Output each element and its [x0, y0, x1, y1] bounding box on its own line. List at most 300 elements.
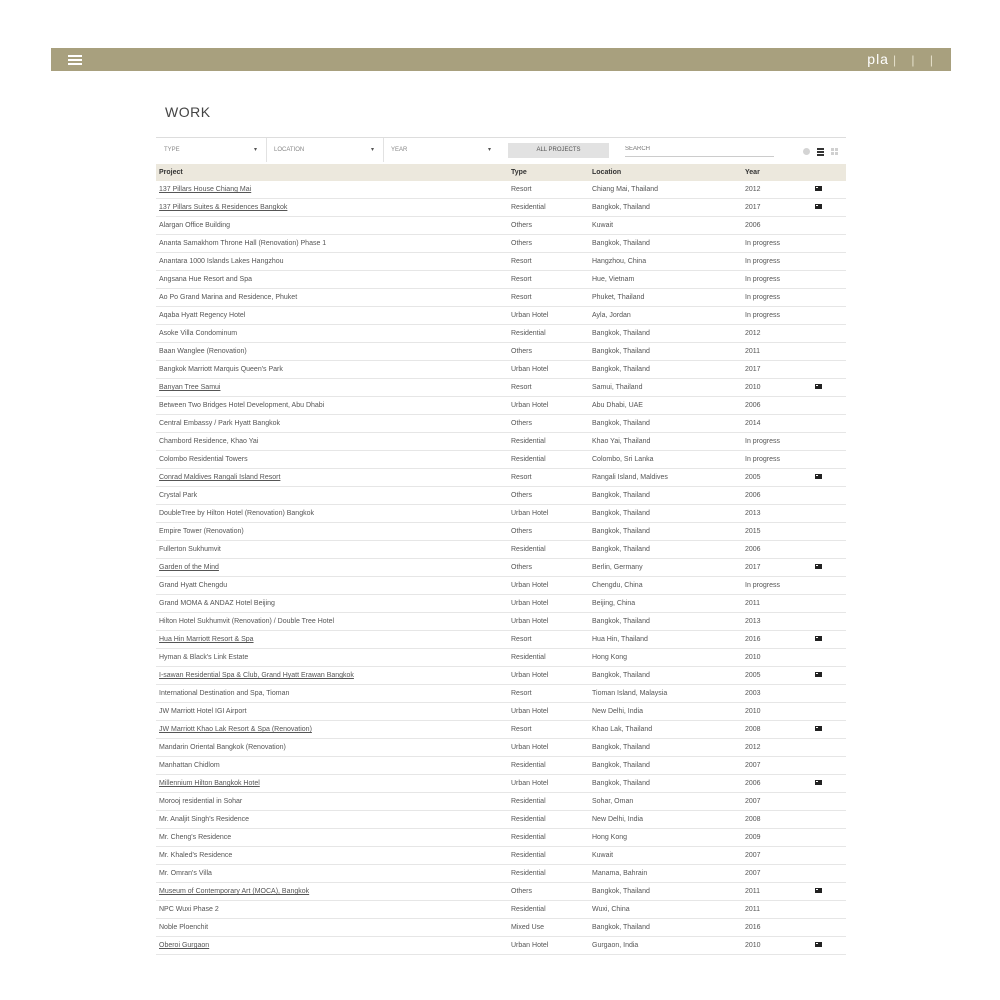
type-cell: Residential [508, 649, 589, 667]
project-cell [156, 757, 508, 775]
image-cell [812, 919, 846, 937]
project-cell [156, 919, 508, 937]
image-cell [812, 505, 846, 523]
year-cell: 2007 [742, 865, 812, 883]
table-row [156, 703, 846, 721]
location-cell: Bangkok, Thailand [589, 613, 742, 631]
project-name: Mr. Analjit Singh's Residence [159, 816, 250, 823]
project-name: Empire Tower (Renovation) [159, 528, 244, 535]
location-cell: Hangzhou, China [589, 253, 742, 271]
project-cell [156, 595, 508, 613]
table-row[interactable] [156, 721, 846, 739]
type-cell: Others [508, 559, 589, 577]
location-cell: Colombo, Sri Lanka [589, 451, 742, 469]
location-cell: Bangkok, Thailand [589, 667, 742, 685]
project-cell [156, 847, 508, 865]
project-cell [156, 487, 508, 505]
project-name: Noble Ploenchit [159, 924, 209, 931]
table-row [156, 433, 846, 451]
year-cell: 2010 [742, 379, 812, 397]
project-name: Grand Hyatt Chengdu [159, 582, 228, 589]
table-row [156, 739, 846, 757]
type-cell: Resort [508, 631, 589, 649]
location-cell: Chiang Mai, Thailand [589, 181, 742, 199]
project-cell [156, 577, 508, 595]
location-cell: Hong Kong [589, 829, 742, 847]
project-cell[interactable] [156, 199, 508, 217]
year-cell: 2012 [742, 325, 812, 343]
project-cell [156, 829, 508, 847]
project-cell [156, 739, 508, 757]
project-name: Mandarin Oriental Bangkok (Renovation) [159, 744, 286, 751]
year-cell: 2003 [742, 685, 812, 703]
location-cell: Wuxi, China [589, 901, 742, 919]
table-row[interactable] [156, 559, 846, 577]
table-row[interactable] [156, 667, 846, 685]
year-cell: 2006 [742, 775, 812, 793]
table-row [156, 829, 846, 847]
table-row[interactable] [156, 937, 846, 955]
year-cell: 2015 [742, 523, 812, 541]
location-cell: Chengdu, China [589, 577, 742, 595]
project-name: Mr. Cheng's Residence [159, 834, 232, 841]
view-toggle [803, 148, 843, 156]
project-cell [156, 505, 508, 523]
year-cell: 2010 [742, 649, 812, 667]
column-header-location[interactable]: Location [589, 164, 742, 181]
project-link[interactable]: 137 Pillars Suites & Residences Bangkok [159, 204, 288, 211]
image-cell [812, 703, 846, 721]
type-cell: Residential [508, 793, 589, 811]
image-icon[interactable] [815, 204, 822, 209]
table-row [156, 343, 846, 361]
image-cell [812, 253, 846, 271]
location-cell: Gurgaon, India [589, 937, 742, 955]
project-name: NPC Wuxi Phase 2 [159, 906, 219, 913]
year-cell: 2008 [742, 721, 812, 739]
type-cell: Urban Hotel [508, 397, 589, 415]
location-cell: Hua Hin, Thailand [589, 631, 742, 649]
table-row [156, 361, 846, 379]
location-cell: Bangkok, Thailand [589, 883, 742, 901]
project-cell [156, 325, 508, 343]
search-input[interactable] [625, 142, 774, 157]
year-cell: In progress [742, 235, 812, 253]
table-row[interactable] [156, 775, 846, 793]
table-row[interactable] [156, 469, 846, 487]
table-row [156, 919, 846, 937]
table-row [156, 505, 846, 523]
table-header-row [156, 164, 846, 181]
list-view-icon[interactable] [817, 148, 824, 155]
location-cell: Beijing, China [589, 595, 742, 613]
project-link[interactable]: Museum of Contemporary Art (MOCA), Bangkok [159, 888, 310, 895]
type-cell: Residential [508, 199, 589, 217]
location-cell: Khao Yai, Thailand [589, 433, 742, 451]
table-row [156, 271, 846, 289]
year-cell: 2013 [742, 505, 812, 523]
table-row [156, 901, 846, 919]
type-cell: Resort [508, 721, 589, 739]
image-cell [812, 397, 846, 415]
project-link[interactable]: Oberoi Gurgaon [159, 942, 210, 949]
type-cell: Resort [508, 271, 589, 289]
year-cell: 2007 [742, 793, 812, 811]
project-link[interactable]: JW Marriott Khao Lak Resort & Spa (Renovation) [159, 726, 312, 733]
year-cell: 2012 [742, 181, 812, 199]
image-cell [812, 793, 846, 811]
project-name: Mr. Omran's Villa [159, 870, 212, 877]
table-row[interactable] [156, 883, 846, 901]
year-cell: 2011 [742, 343, 812, 361]
type-cell: Others [508, 523, 589, 541]
location-cell: Bangkok, Thailand [589, 775, 742, 793]
table-row [156, 451, 846, 469]
project-name: Chambord Residence, Khao Yai [159, 438, 259, 445]
project-cell [156, 235, 508, 253]
type-cell: Resort [508, 685, 589, 703]
year-cell: 2013 [742, 613, 812, 631]
year-cell: 2005 [742, 667, 812, 685]
type-filter-dropdown[interactable]: TYPE ▾ [156, 138, 267, 162]
year-cell: 2005 [742, 469, 812, 487]
year-cell: 2014 [742, 415, 812, 433]
location-cell: Kuwait [589, 847, 742, 865]
location-cell: Bangkok, Thailand [589, 757, 742, 775]
location-cell: Bangkok, Thailand [589, 235, 742, 253]
image-cell [812, 865, 846, 883]
type-cell: Resort [508, 289, 589, 307]
image-cell [812, 937, 846, 955]
type-cell: Urban Hotel [508, 739, 589, 757]
project-link[interactable]: I-sawan Residential Spa & Club, Grand Hyatt Erawan Bangkok [159, 672, 354, 679]
project-name: DoubleTree by Hilton Hotel (Renovation) Bangkok [159, 510, 314, 517]
table-row[interactable] [156, 181, 846, 199]
image-cell [812, 541, 846, 559]
location-cell: Sohar, Oman [589, 793, 742, 811]
location-cell: Bangkok, Thailand [589, 919, 742, 937]
table-row[interactable] [156, 199, 846, 217]
project-cell [156, 865, 508, 883]
page-title: WORK [165, 104, 211, 120]
image-icon[interactable] [815, 636, 822, 641]
table-row [156, 289, 846, 307]
project-cell[interactable] [156, 937, 508, 955]
project-link[interactable]: 137 Pillars House Chiang Mai [159, 186, 252, 193]
year-cell: 2017 [742, 559, 812, 577]
all-projects-button[interactable]: ALL PROJECTS [508, 143, 609, 158]
project-name: Grand MOMA & ANDAZ Hotel Beijing [159, 600, 275, 607]
image-cell [812, 847, 846, 865]
project-name: Ao Po Grand Marina and Residence, Phuket [159, 294, 298, 301]
location-cell: Bangkok, Thailand [589, 541, 742, 559]
image-icon[interactable] [815, 474, 822, 479]
image-cell [812, 559, 846, 577]
image-icon[interactable] [815, 186, 822, 191]
type-cell: Urban Hotel [508, 667, 589, 685]
year-cell: In progress [742, 289, 812, 307]
project-name: Fullerton Sukhumvit [159, 546, 221, 553]
image-icon[interactable] [815, 384, 822, 389]
table-row [156, 541, 846, 559]
type-cell: Residential [508, 433, 589, 451]
project-cell [156, 541, 508, 559]
grid-view-icon[interactable] [831, 148, 838, 155]
project-cell [156, 649, 508, 667]
project-name: Hyman & Black's Link Estate [159, 654, 249, 661]
table-row [156, 397, 846, 415]
year-cell: In progress [742, 451, 812, 469]
project-cell[interactable] [156, 667, 508, 685]
table-row [156, 217, 846, 235]
project-link[interactable]: Conrad Maldives Rangali Island Resort [159, 474, 281, 481]
image-cell [812, 595, 846, 613]
image-cell [812, 469, 846, 487]
image-cell [812, 415, 846, 433]
location-cell: Manama, Bahrain [589, 865, 742, 883]
globe-icon[interactable] [803, 148, 810, 155]
project-cell [156, 811, 508, 829]
column-header-type[interactable]: Type [508, 164, 589, 181]
type-cell: Urban Hotel [508, 307, 589, 325]
image-cell [812, 667, 846, 685]
project-name: Hilton Hotel Sukhumvit (Renovation) / Double Tree Hotel [159, 618, 335, 625]
year-cell: In progress [742, 271, 812, 289]
project-cell[interactable] [156, 883, 508, 901]
type-cell: Resort [508, 469, 589, 487]
column-header-project[interactable]: Project [156, 164, 508, 181]
table-row [156, 487, 846, 505]
project-cell [156, 415, 508, 433]
type-cell: Urban Hotel [508, 361, 589, 379]
year-cell: 2011 [742, 901, 812, 919]
image-cell [812, 325, 846, 343]
table-row [156, 847, 846, 865]
image-cell [812, 685, 846, 703]
year-cell: 2006 [742, 217, 812, 235]
image-cell [812, 883, 846, 901]
project-cell[interactable] [156, 775, 508, 793]
project-name: International Destination and Spa, Tioman [159, 690, 290, 697]
project-cell[interactable] [156, 559, 508, 577]
table-row [156, 307, 846, 325]
table-row [156, 613, 846, 631]
project-name: Mr. Khaled's Residence [159, 852, 233, 859]
project-cell [156, 217, 508, 235]
type-cell: Residential [508, 829, 589, 847]
location-cell: Bangkok, Thailand [589, 325, 742, 343]
table-row [156, 577, 846, 595]
image-cell [812, 433, 846, 451]
type-cell: Others [508, 415, 589, 433]
table-row [156, 649, 846, 667]
image-cell [812, 343, 846, 361]
column-header-year[interactable]: Year [742, 164, 812, 181]
project-name: Angsana Hue Resort and Spa [159, 276, 253, 283]
project-cell [156, 397, 508, 415]
image-cell [812, 757, 846, 775]
project-name: Bangkok Marriott Marquis Queen's Park [159, 366, 283, 373]
project-cell [156, 793, 508, 811]
image-cell [812, 271, 846, 289]
type-cell: Residential [508, 325, 589, 343]
image-icon[interactable] [815, 564, 822, 569]
project-link[interactable]: Garden of the Mind [159, 564, 219, 571]
type-cell: Urban Hotel [508, 595, 589, 613]
type-cell: Others [508, 343, 589, 361]
image-cell [812, 721, 846, 739]
location-cell: Samui, Thailand [589, 379, 742, 397]
location-cell: Hong Kong [589, 649, 742, 667]
location-cell: Bangkok, Thailand [589, 739, 742, 757]
location-cell: Tioman Island, Malaysia [589, 685, 742, 703]
type-cell: Urban Hotel [508, 937, 589, 955]
chevron-down-icon: ▾ [370, 147, 374, 153]
type-cell: Residential [508, 865, 589, 883]
location-cell: Bangkok, Thailand [589, 343, 742, 361]
project-name: Aqaba Hyatt Regency Hotel [159, 312, 246, 319]
project-name: JW Marriott Hotel IGI Airport [159, 708, 247, 715]
year-cell: 2016 [742, 631, 812, 649]
project-cell [156, 253, 508, 271]
image-icon[interactable] [815, 726, 822, 731]
year-cell: 2016 [742, 919, 812, 937]
project-name: Central Embassy / Park Hyatt Bangkok [159, 420, 280, 427]
type-cell: Others [508, 235, 589, 253]
project-name: Colombo Residential Towers [159, 456, 248, 463]
type-cell: Urban Hotel [508, 703, 589, 721]
type-cell: Urban Hotel [508, 577, 589, 595]
table-row[interactable] [156, 379, 846, 397]
table-row [156, 523, 846, 541]
hamburger-menu-icon[interactable] [68, 55, 82, 64]
project-cell [156, 613, 508, 631]
image-cell [812, 649, 846, 667]
table-row [156, 757, 846, 775]
year-cell: 2010 [742, 937, 812, 955]
image-cell [812, 577, 846, 595]
location-cell: Phuket, Thailand [589, 289, 742, 307]
location-cell: New Delhi, India [589, 703, 742, 721]
image-cell [812, 613, 846, 631]
year-cell: 2006 [742, 541, 812, 559]
project-link[interactable]: Millennium Hilton Bangkok Hotel [159, 780, 260, 787]
image-cell [812, 901, 846, 919]
project-cell [156, 343, 508, 361]
location-cell: Bangkok, Thailand [589, 415, 742, 433]
project-cell [156, 451, 508, 469]
table-row [156, 253, 846, 271]
chevron-down-icon: ▾ [253, 147, 257, 153]
project-cell [156, 523, 508, 541]
logo[interactable]: pla | | | [867, 51, 939, 67]
projects-table [156, 164, 846, 955]
project-link[interactable]: Hua Hin Marriott Resort & Spa [159, 636, 254, 643]
table-row [156, 685, 846, 703]
location-cell: Abu Dhabi, UAE [589, 397, 742, 415]
year-cell: 2017 [742, 199, 812, 217]
chevron-down-icon: ▾ [487, 147, 491, 153]
image-cell [812, 217, 846, 235]
table-row[interactable] [156, 631, 846, 649]
filter-bar [156, 137, 846, 162]
top-bar [51, 48, 951, 71]
project-name: Alargan Office Building [159, 222, 231, 229]
year-cell: In progress [742, 577, 812, 595]
location-cell: Berlin, Germany [589, 559, 742, 577]
year-cell: 2011 [742, 595, 812, 613]
image-cell [812, 811, 846, 829]
table-row [156, 235, 846, 253]
image-cell [812, 379, 846, 397]
project-cell[interactable] [156, 469, 508, 487]
image-cell [812, 235, 846, 253]
project-cell[interactable] [156, 631, 508, 649]
image-icon[interactable] [815, 888, 822, 893]
year-cell: 2008 [742, 811, 812, 829]
location-filter-dropdown[interactable]: LOCATION ▾ [266, 138, 384, 162]
location-cell: Rangali Island, Maldives [589, 469, 742, 487]
year-cell: 2017 [742, 361, 812, 379]
year-cell: 2010 [742, 703, 812, 721]
type-cell: Urban Hotel [508, 775, 589, 793]
project-cell [156, 703, 508, 721]
year-cell: 2009 [742, 829, 812, 847]
location-cell: Khao Lak, Thailand [589, 721, 742, 739]
project-cell [156, 361, 508, 379]
project-link[interactable]: Banyan Tree Samui [159, 384, 221, 391]
image-cell [812, 361, 846, 379]
type-cell: Residential [508, 847, 589, 865]
project-name: Manhattan Chidlom [159, 762, 220, 769]
year-cell: 2007 [742, 847, 812, 865]
year-filter-dropdown[interactable]: YEAR ▾ [391, 147, 491, 153]
project-cell [156, 307, 508, 325]
year-cell: In progress [742, 433, 812, 451]
table-row [156, 811, 846, 829]
type-cell: Resort [508, 181, 589, 199]
location-cell: Bangkok, Thailand [589, 487, 742, 505]
image-cell [812, 631, 846, 649]
year-cell: 2012 [742, 739, 812, 757]
project-name: Between Two Bridges Hotel Development, Abu Dhabi [159, 402, 325, 409]
table-row [156, 415, 846, 433]
image-cell [812, 739, 846, 757]
image-icon[interactable] [815, 780, 822, 785]
table-row [156, 595, 846, 613]
type-cell: Resort [508, 253, 589, 271]
project-cell [156, 289, 508, 307]
project-cell[interactable] [156, 379, 508, 397]
year-cell: 2011 [742, 883, 812, 901]
type-cell: Others [508, 883, 589, 901]
type-cell: Mixed Use [508, 919, 589, 937]
project-cell[interactable] [156, 721, 508, 739]
location-cell: Bangkok, Thailand [589, 505, 742, 523]
year-cell: 2007 [742, 757, 812, 775]
type-cell: Residential [508, 901, 589, 919]
project-cell[interactable] [156, 181, 508, 199]
project-name: Morooj residential in Sohar [159, 798, 243, 805]
project-cell [156, 433, 508, 451]
location-cell: New Delhi, India [589, 811, 742, 829]
type-cell: Others [508, 487, 589, 505]
table-row [156, 865, 846, 883]
image-icon[interactable] [815, 942, 822, 947]
image-cell [812, 451, 846, 469]
image-icon[interactable] [815, 672, 822, 677]
project-name: Crystal Park [159, 492, 198, 499]
